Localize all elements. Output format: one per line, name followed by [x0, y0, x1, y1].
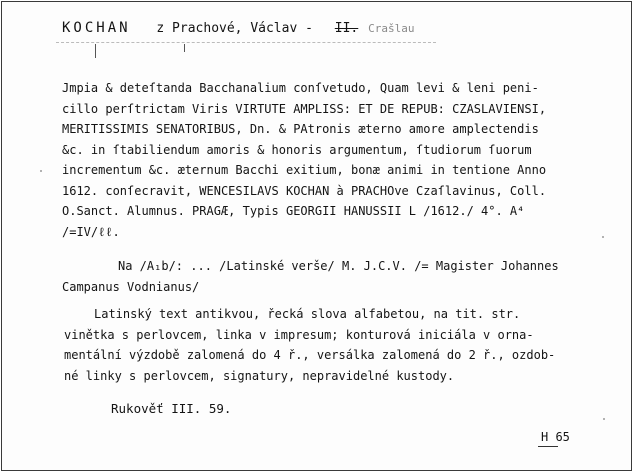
note-line: Na /A₁b/: ... /Latinské verše/ M. J.C.V. /= Magister Johannes — [118, 259, 559, 273]
scan-speck — [602, 236, 604, 238]
title-line: O.Sanct. Alumnus. PRAGÆ, Typis GEORGII HANUSSII L /1612./ 4°. A⁴ — [62, 204, 525, 218]
description-line: mentální výzdobě zalomená do 4 ř., versálka zalomená do 2 ř., ozdob- — [64, 348, 556, 362]
verse-note — [62, 256, 612, 297]
note-line: Campanus Vodnianus/ — [62, 279, 200, 294]
volume-number: II. — [334, 21, 359, 36]
card-header — [62, 20, 582, 40]
title-line: &c. in ſtabiliendum amoris & honoris argumentum, ſtudiorum ſuorum — [62, 142, 532, 157]
title-line: Jmpia & deteſtanda Bacchanalium conſvetudo, Quam levi & leni peni- — [62, 81, 539, 95]
title-line: /=IV/ℓℓ. — [62, 224, 120, 239]
author-surname: KOCHAN — [62, 20, 131, 36]
title-line: cillo perſtrictam Viris VIRTUTE AMPLISS: ET DE REPUB: CZASLAVIENSI, — [62, 101, 547, 116]
title-line: 1612. conſecravit, WENCESILAVS KOCHAN à PRACHOve Czaſlavinus, Coll. — [62, 183, 547, 198]
title-line: incrementum &c. æternum Bacchi exitium, bonæ animi in tentione Anno — [62, 163, 547, 177]
description-line: Latinský text antikvou, řecká slova alfabetou, na tit. str. — [94, 307, 521, 321]
description-line: vinětka s perlovcem, linka v impresum; konturová iniciála v orna- — [64, 327, 534, 342]
physical-description — [64, 304, 614, 386]
title-line: MERITISSIMIS SENATORIBUS, Dn. & PAtronis æterno amore amplectendis — [62, 122, 539, 136]
shelf-signature: H 65 — [541, 430, 570, 444]
scan-speck — [40, 170, 42, 172]
faint-annotation: Crašlau — [368, 22, 415, 35]
scan-speck — [603, 418, 605, 420]
title-transcription — [62, 78, 612, 242]
bibliography-reference: Rukověť III. 59. — [111, 401, 232, 416]
margin-mark — [184, 44, 185, 52]
signature-underline — [538, 446, 558, 447]
author-name: z Prachové, Václav - — [156, 21, 313, 36]
margin-mark — [95, 44, 96, 58]
header-dashed-rule — [56, 42, 436, 43]
description-line: né linky s perlovcem, signatury, nepravidelné kustody. — [64, 368, 455, 383]
